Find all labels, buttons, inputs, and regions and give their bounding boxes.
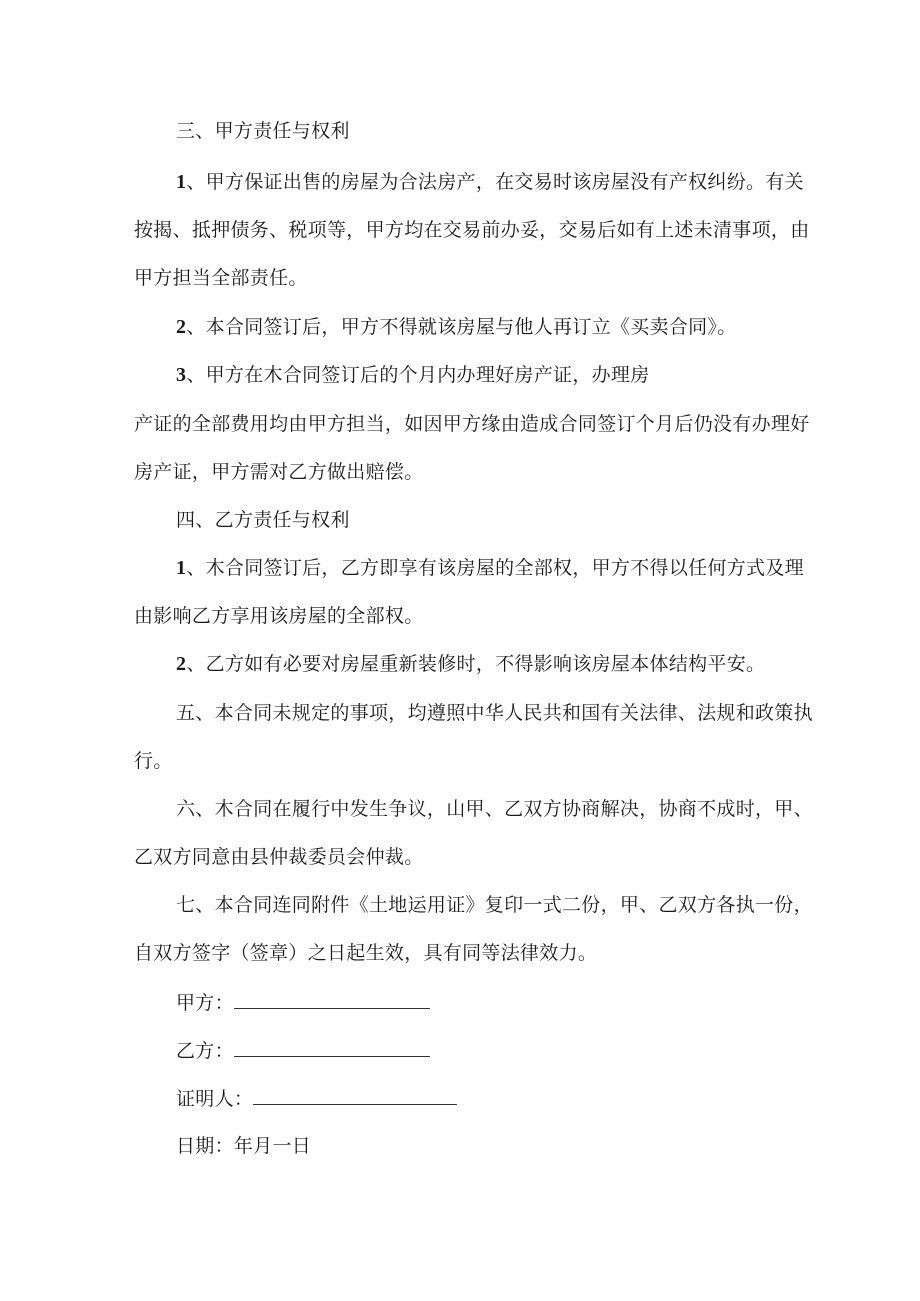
section-6-line-1: 六、木合同在履行中发生争议，山甲、乙双方协商解决，协商不成时，甲、	[176, 798, 813, 820]
party-a-label: 甲方：	[176, 992, 234, 1014]
section-3-item-3-line-1: 3、甲方在木合同签订后的个月内办理好房产证，办理房	[176, 364, 650, 386]
section-3-heading: 三、甲方责任与权利	[176, 120, 350, 142]
section-4-heading: 四、乙方责任与权利	[176, 509, 350, 531]
party-b-label: 乙方：	[176, 1040, 234, 1062]
party-a-signature-line	[234, 990, 430, 1009]
section-5-line-2: 行。	[134, 750, 173, 772]
section-4-item-2: 2、乙方如有必要对房屋重新装修时，不得影响该房屋本体结构平安。	[176, 653, 766, 675]
section-4-item-1-line-2: 由影响乙方享用该房屋的全部权。	[134, 605, 424, 627]
section-4-item-1-line-1: 1、木合同签订后，乙方即享有该房屋的全部权，甲方不得以任何方式及理	[176, 557, 804, 579]
party-b-signature	[176, 1038, 430, 1063]
section-7-line-2: 自双方签字（签章）之日起生效，具有同等法律效力。	[134, 942, 598, 964]
item-number: 3	[176, 364, 187, 386]
section-7-line-1: 七、本合同连同附件《土地运用证》复印一式二份，甲、乙双方各执一份，	[176, 894, 813, 916]
section-3-item-1-line-3: 甲方担当全部责任。	[134, 267, 308, 289]
witness-signature-line	[253, 1086, 457, 1105]
section-5-line-1: 五、本合同未规定的事项，均遵照中华人民共和国有关法律、法规和政策执	[176, 702, 813, 724]
section-3-item-3-line-2: 产证的全部费用均由甲方担当，如因甲方缘由造成合同签订个月后仍没有办理好	[134, 413, 810, 435]
party-b-signature-line	[234, 1038, 430, 1057]
item-number: 1	[176, 171, 187, 193]
date-line: 日期：年月一日	[176, 1135, 312, 1157]
section-6-line-2: 乙双方同意由县仲裁委员会仲裁。	[134, 846, 424, 868]
section-3-item-3-line-3: 房产证，甲方需对乙方做出赔偿。	[134, 461, 424, 483]
item-number: 2	[176, 653, 187, 675]
party-a-signature	[176, 990, 430, 1015]
section-3-item-1-line-1: 1、甲方保证出售的房屋为合法房产，在交易时该房屋没有产权纠纷。有关	[176, 171, 804, 193]
witness-signature	[176, 1086, 457, 1111]
witness-label: 证明人：	[176, 1088, 254, 1110]
item-number: 2	[176, 316, 187, 338]
section-3-item-2: 2、本合同签订后，甲方不得就该房屋与他人再订立《买卖合同》。	[176, 316, 737, 338]
section-3-item-1-line-2: 按揭、抵押债务、税项等，甲方均在交易前办妥，交易后如有上述未清事项，由	[134, 219, 810, 241]
item-number: 1	[176, 557, 187, 579]
